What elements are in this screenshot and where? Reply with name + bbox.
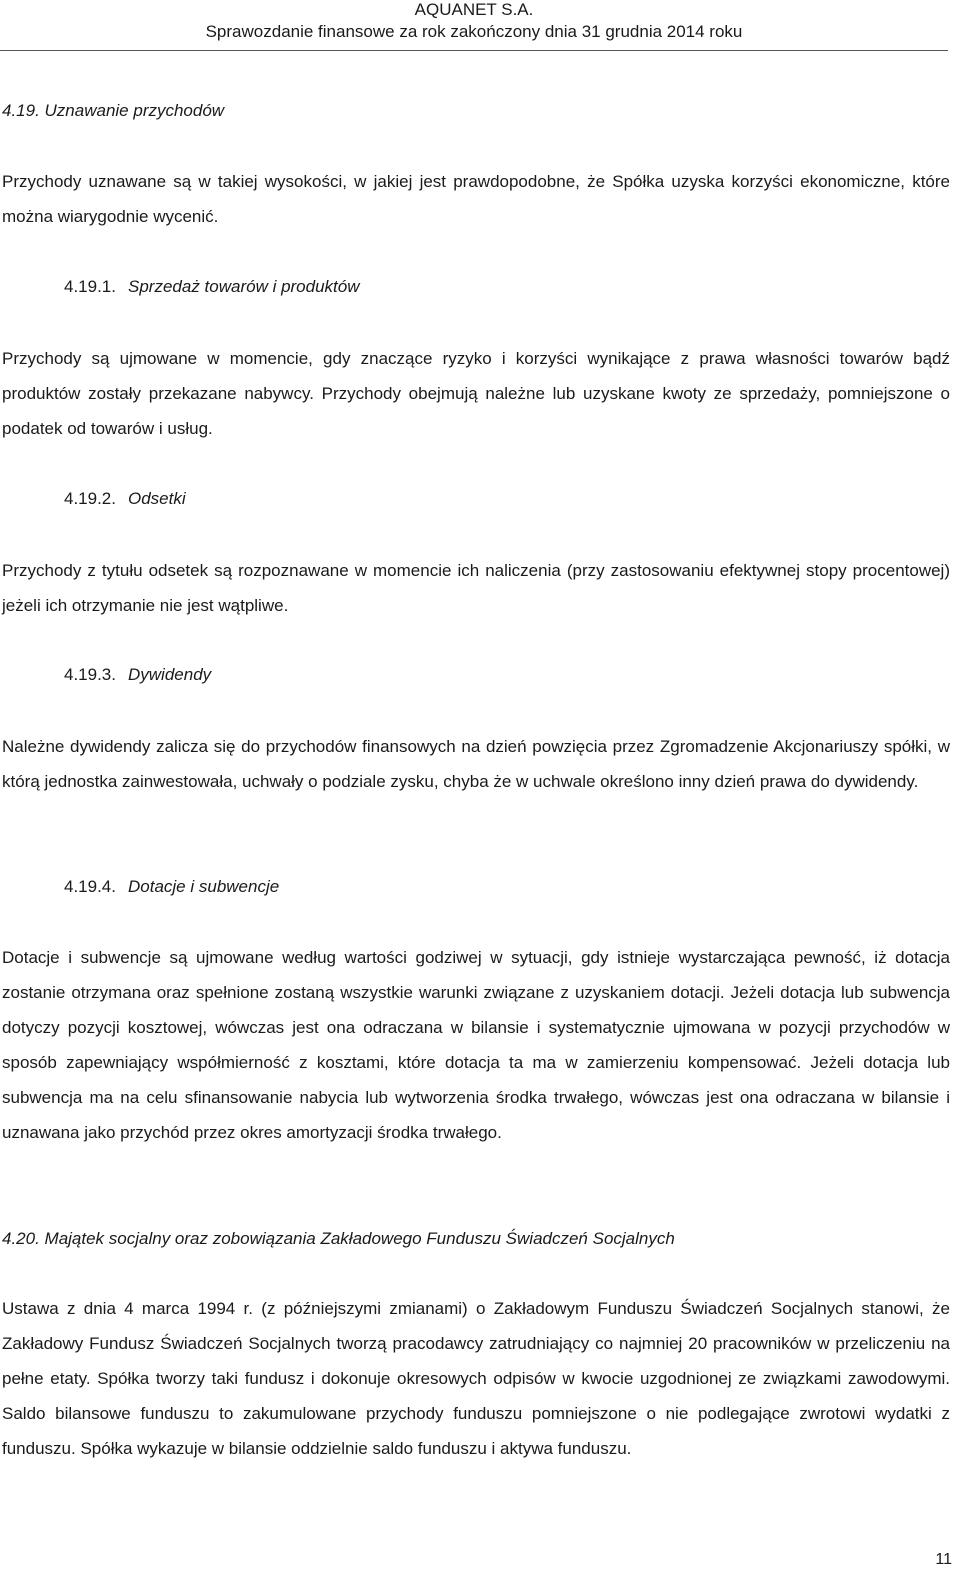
heading-title: Dywidendy bbox=[128, 665, 212, 684]
page-number: 11 bbox=[935, 1551, 952, 1568]
paragraph-4-19-1: Przychody są ujmowane w momencie, gdy znaczące ryzyko i korzyści wynikające z prawa własności towarów bądź produktów zostały przekazane nabywcy. Przychody obejmują należne lub uzyskane kwoty ze sprzedaży, pomniejszone o podatek od towarów i usług. bbox=[2, 349, 950, 438]
heading-title: Sprzedaż towarów i produktów bbox=[128, 277, 360, 296]
paragraph-4-19-3: Należne dywidendy zalicza się do przychodów finansowych na dzień powzięcia przez Zgromadzenie Akcjonariuszy spółki, w którą jednostka zainwestowała, uchwały o podziale zysku, chyba że w uchwale określono inny dzień prawa do dywidendy. bbox=[2, 737, 950, 791]
paragraph-4-19-4: Dotacje i subwencje są ujmowane według wartości godziwej w sytuacji, gdy istnieje wystarczająca pewność, iż dotacja zostanie otrzymana oraz spełnione zostaną wszystkie warunki związane z uzyskaniem dotacji. Jeżeli dotacja lub subwencja dotyczy pozycji kosztowej, wówczas jest ona odraczana w bilansie i systematycznie ujmowana w pozycji przychodów w sposób zapewniający współmierność z kosztami, które dotacja ta ma w zamierzeniu kompensować. Jeżeli dotacja lub subwencja ma na celu sfinansowanie nabycia lub wytworzenia środka trwałego, wówczas jest ona odraczana w bilansie i uznawana jako przychód przez okres amortyzacji środka trwałego. bbox=[2, 948, 950, 1142]
header-divider bbox=[0, 50, 948, 51]
heading-title: Dotacje i subwencje bbox=[128, 877, 280, 896]
heading-4-19-4 bbox=[64, 876, 279, 898]
heading-title: Odsetki bbox=[128, 489, 186, 508]
heading-4-19-1 bbox=[64, 276, 360, 298]
heading-number: 4.19.2. bbox=[64, 489, 116, 508]
heading-4-20: 4.20. Majątek socjalny oraz zobowiązania Zakładowego Funduszu Świadczeń Socjalnych bbox=[2, 1229, 675, 1248]
page-header bbox=[0, 0, 948, 41]
heading-4-19-3 bbox=[64, 664, 211, 686]
paragraph-4-20: Ustawa z dnia 4 marca 1994 r. (z późniejszymi zmianami) o Zakładowym Funduszu Świadczeń Socjalnych stanowi, że Zakładowy Fundusz Świadczeń Socjalnych tworzą pracodawcy zatrudniający co najmniej 20 pracowników w przeliczeniu na pełne etaty. Spółka tworzy taki fundusz i dokonuje okresowych odpisów w kwocie uzgodnionej ze związkami zawodowymi. Saldo bilansowe funduszu to zakumulowane przychody funduszu pomniejszone o nie podlegające zwrotowi wydatki z funduszu. Spółka wykazuje w bilansie oddzielnie saldo funduszu i aktywa funduszu. bbox=[2, 1299, 950, 1458]
heading-4-19: 4.19. Uznawanie przychodów bbox=[2, 101, 225, 120]
company-name: AQUANET S.A. bbox=[414, 0, 534, 19]
heading-number: 4.19.4. bbox=[64, 877, 116, 896]
paragraph-4-19-2: Przychody z tytułu odsetek są rozpoznawane w momencie ich naliczenia (przy zastosowaniu efektywnej stopy procentowej) jeżeli ich otrzymanie nie jest wątpliwe. bbox=[2, 561, 950, 615]
heading-4-19-2 bbox=[64, 488, 186, 510]
report-subtitle: Sprawozdanie finansowe za rok zakończony dnia 31 grudnia 2014 roku bbox=[205, 22, 743, 41]
heading-number: 4.19.1. bbox=[64, 277, 116, 296]
heading-number: 4.19.3. bbox=[64, 665, 116, 684]
paragraph-4-19-intro: Przychody uznawane są w takiej wysokości, w jakiej jest prawdopodobne, że Spółka uzyska korzyści ekonomiczne, które można wiarygodnie wycenić. bbox=[2, 172, 950, 226]
